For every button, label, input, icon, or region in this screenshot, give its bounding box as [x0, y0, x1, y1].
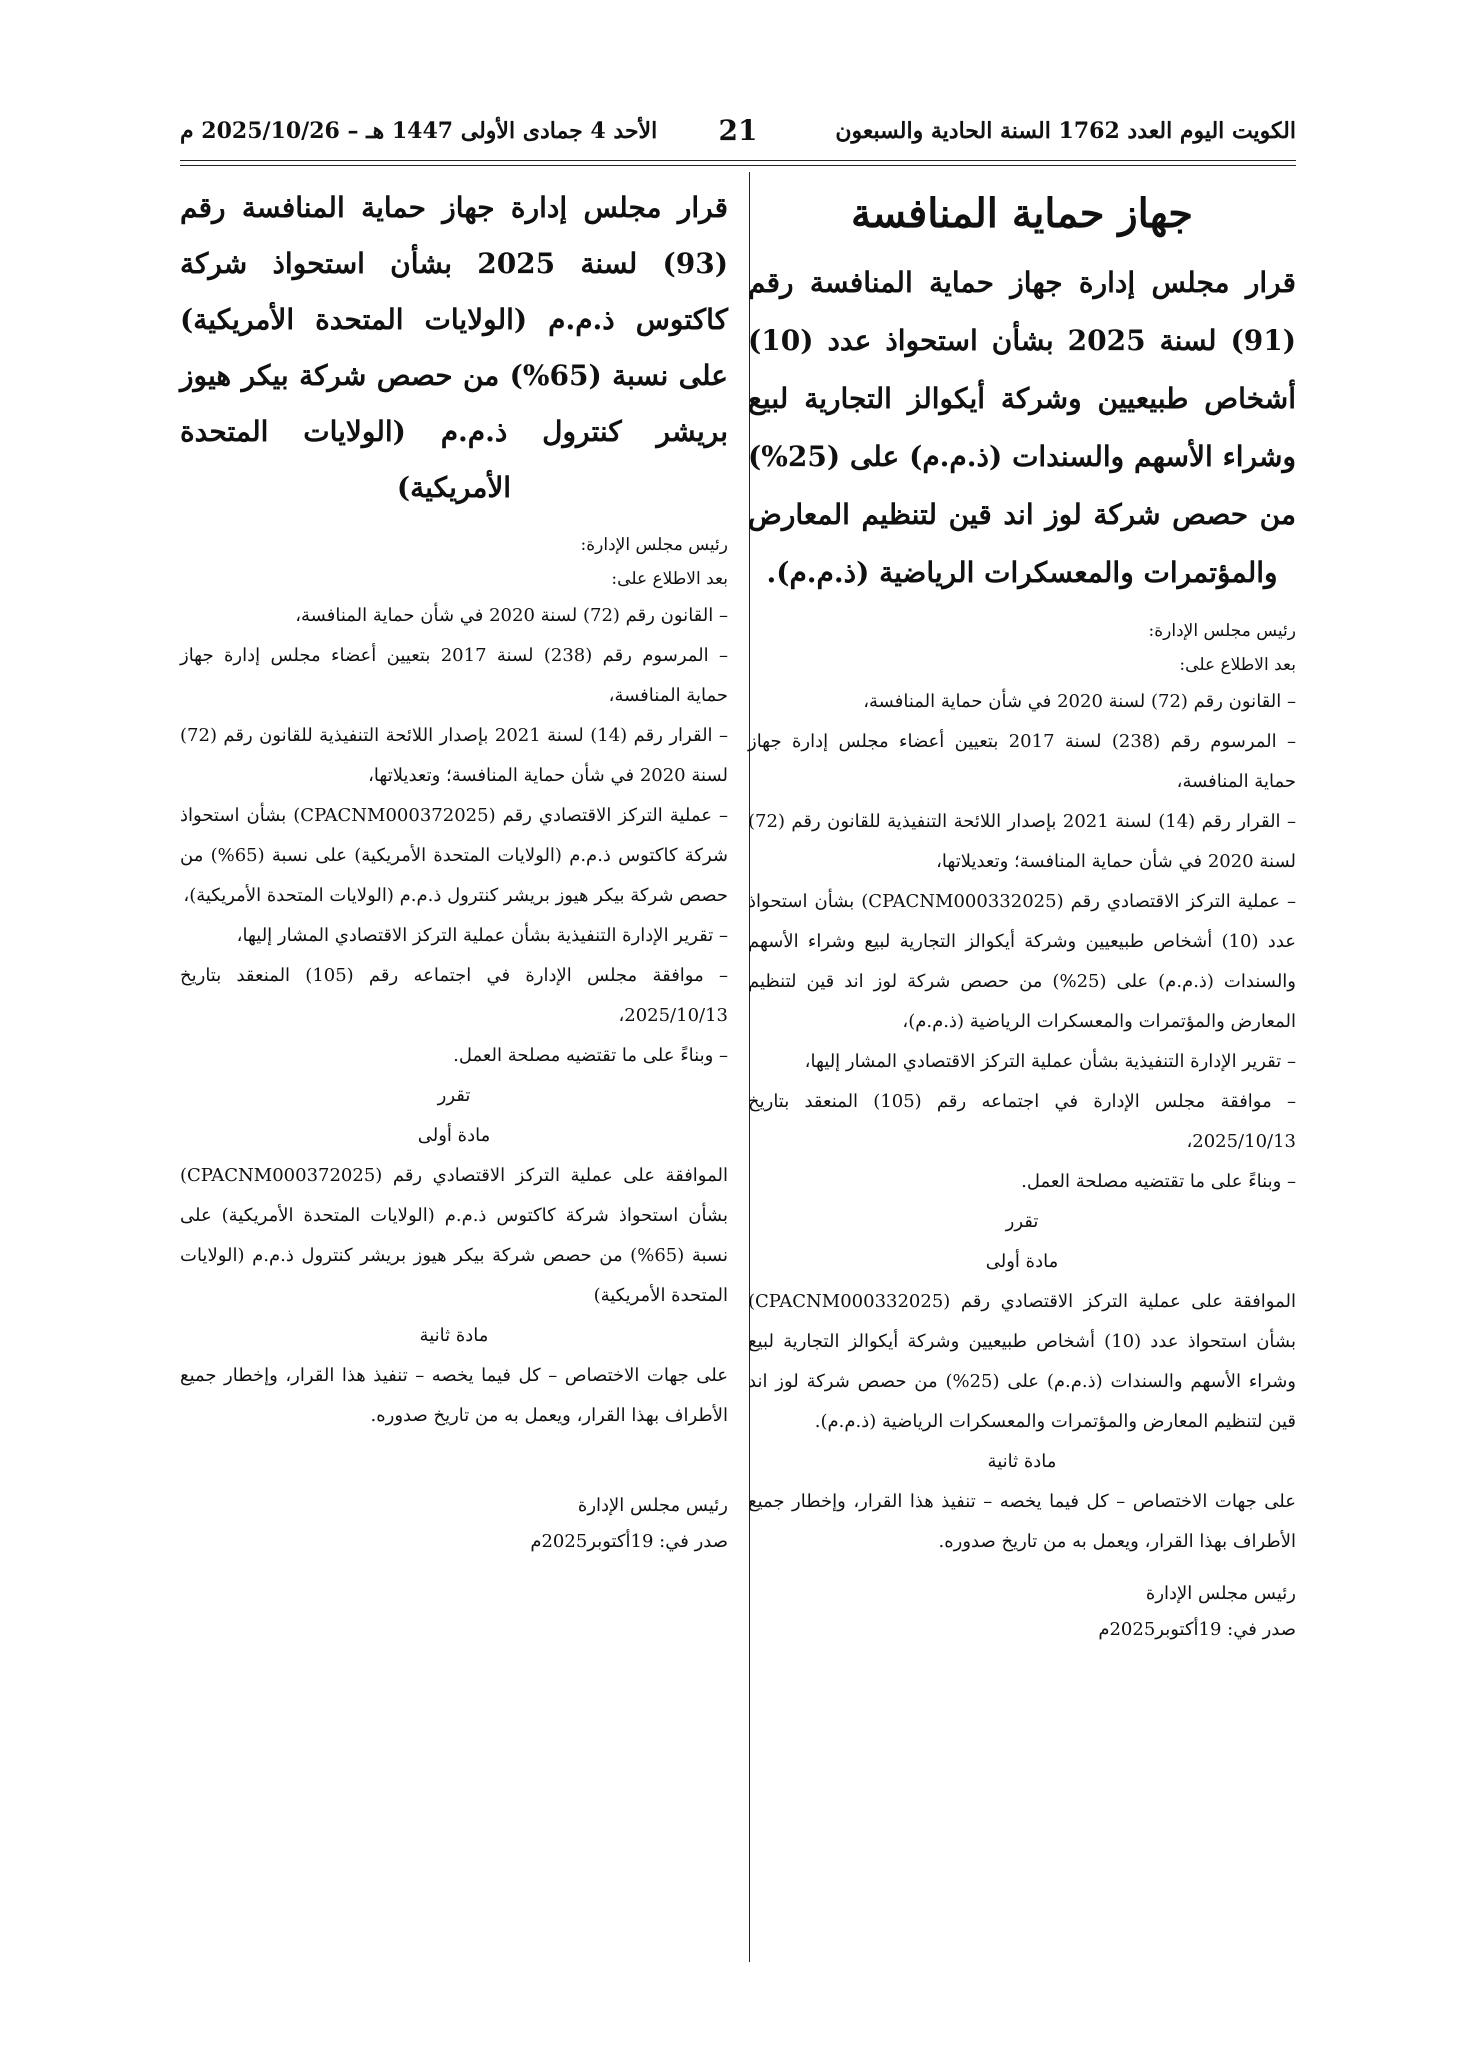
- decision-title-91: قرار مجلس إدارة جهاز حماية المنافسة رقم (91) لسنة 2025 بشأن استحواذ عدد (10) أشخاص طبيعيين وشركة أيكوالز التجارية لبيع وشراء الأسهم والسندات (ذ.م.م) على (25%) من حصص شركة لوز اند قين لتنظيم المعارض والمؤتمرات والمعسكرات الرياضية (ذ.م.م).: [748, 266, 1296, 589]
- preamble-item: – تقرير الإدارة التنفيذية بشأن عملية التركز الاقتصادي المشار إليها،: [236, 925, 728, 946]
- preamble-item: – موافقة مجلس الإدارة في اجتماعه رقم (105) المنعقد بتاريخ 2025/10/13،: [180, 965, 728, 1026]
- issue-info: الكويت اليوم العدد 1762 السنة الحادية والسبعون: [835, 118, 1296, 144]
- after-review-line: بعد الاطلاع على:: [611, 569, 728, 589]
- issued-date: صدر في: 19أكتوبر2025م: [530, 1531, 728, 1552]
- preamble-item: – عملية التركز الاقتصادي رقم (CPACNM000332025) بشأن استحواذ عدد (10) أشخاص طبيعيين وشركة أيكوالز التجارية لبيع وشراء الأسهم والسندات (ذ.م.م) على (25%) من حصص شركة لوز اند قين لتنظيم المعارض والمؤتمرات والمعسكرات الرياضية (ذ.م.م)،: [748, 891, 1297, 1032]
- preamble-item: – المرسوم رقم (238) لسنة 2017 بتعيين أعضاء مجلس إدارة جهاز حماية المنافسة،: [180, 645, 728, 706]
- article-two-text: على جهات الاختصاص – كل فيما يخصه – تنفيذ هذا القرار، وإخطار جميع الأطراف بهذا القرار، ويعمل به من تاريخ صدوره.: [748, 1491, 1296, 1552]
- left-column: [180, 180, 728, 1560]
- decision-title-93: قرار مجلس إدارة جهاز حماية المنافسة رقم (93) لسنة 2025 بشأن استحواذ شركة كاكتوس ذ.م.م (الولايات المتحدة الأمريكية) على نسبة (65%) من حصص شركة بيكر هيوز بريشر كنترول ذ.م.م (الولايات المتحدة الأمريكية): [180, 191, 729, 504]
- article-two-heading: مادة ثانية: [419, 1325, 489, 1346]
- preamble-item: – وبناءً على ما تقتضيه مصلحة العمل.: [1021, 1171, 1296, 1192]
- preamble-item: – عملية التركز الاقتصادي رقم (CPACNM000372025) بشأن استحواذ شركة كاكتوس ذ.م.م (الولايات المتحدة الأمريكية) على نسبة (65%) من حصص شركة بيكر هيوز بريشر كنترول ذ.م.م (الولايات المتحدة الأمريكية)،: [180, 805, 729, 906]
- article-two-text: على جهات الاختصاص – كل فيما يخصه – تنفيذ هذا القرار، وإخطار جميع الأطراف بهذا القرار، ويعمل به من تاريخ صدوره.: [180, 1365, 728, 1426]
- article-one-heading: مادة أولى: [985, 1251, 1059, 1272]
- preamble-item: – القرار رقم (14) لسنة 2021 بإصدار اللائحة التنفيذية للقانون رقم (72) لسنة 2020 في شأن حماية المنافسة؛ وتعديلاتها،: [748, 811, 1297, 872]
- issue-date: الأحد 4 جمادى الأولى 1447 هـ – 2025/10/26 م: [180, 118, 658, 144]
- article-two-heading: مادة ثانية: [987, 1451, 1057, 1472]
- issued-date: صدر في: 19أكتوبر2025م: [1098, 1619, 1296, 1640]
- preamble-item: – وبناءً على ما تقتضيه مصلحة العمل.: [453, 1045, 728, 1066]
- article-one-heading: مادة أولى: [417, 1125, 491, 1146]
- preamble-item: – تقرير الإدارة التنفيذية بشأن عملية التركز الاقتصادي المشار إليها،: [804, 1051, 1296, 1072]
- preamble-item: – القانون رقم (72) لسنة 2020 في شأن حماية المنافسة،: [295, 605, 728, 626]
- article-one-text: الموافقة على عملية التركز الاقتصادي رقم (CPACNM000372025) بشأن استحواذ شركة كاكتوس ذ.م.م (الولايات المتحدة الأمريكية) على نسبة (65%) من حصص شركة بيكر هيوز بريشر كنترول ذ.م.م (الولايات المتحدة الأمريكية): [180, 1165, 728, 1306]
- spacer: [180, 1436, 728, 1474]
- signature-line: رئيس مجلس الإدارة: [1145, 1583, 1296, 1604]
- preamble-item: – القانون رقم (72) لسنة 2020 في شأن حماية المنافسة،: [863, 691, 1296, 712]
- chairman-line: رئيس مجلس الإدارة:: [1148, 621, 1296, 641]
- signature-line: رئيس مجلس الإدارة: [577, 1495, 728, 1516]
- right-column: [748, 180, 1296, 1648]
- decides-heading: تقرر: [1005, 1211, 1039, 1232]
- preamble-item: – المرسوم رقم (238) لسنة 2017 بتعيين أعضاء مجلس إدارة جهاز حماية المنافسة،: [748, 731, 1296, 792]
- page-number: 21: [718, 114, 758, 147]
- header-divider: [180, 160, 1296, 161]
- preamble-item: – موافقة مجلس الإدارة في اجتماعه رقم (105) المنعقد بتاريخ 2025/10/13،: [748, 1091, 1296, 1152]
- after-review-line: بعد الاطلاع على:: [1179, 655, 1296, 675]
- preamble-item: – القرار رقم (14) لسنة 2021 بإصدار اللائحة التنفيذية للقانون رقم (72) لسنة 2020 في شأن حماية المنافسة؛ وتعديلاتها،: [180, 725, 729, 786]
- section-title: جهاز حماية المنافسة: [850, 190, 1194, 237]
- decides-heading: تقرر: [437, 1085, 471, 1106]
- article-one-text: الموافقة على عملية التركز الاقتصادي رقم (CPACNM000332025) بشأن استحواذ عدد (10) أشخاص طبيعيين وشركة أيكوالز التجارية لبيع وشراء الأسهم والسندات (ذ.م.م) على (25%) من حصص شركة لوز اند قين لتنظيم المعارض والمؤتمرات والمعسكرات الرياضية (ذ.م.م).: [748, 1291, 1296, 1432]
- header-divider-secondary: [180, 165, 1296, 166]
- running-header: [180, 114, 1296, 154]
- chairman-line: رئيس مجلس الإدارة:: [580, 535, 728, 555]
